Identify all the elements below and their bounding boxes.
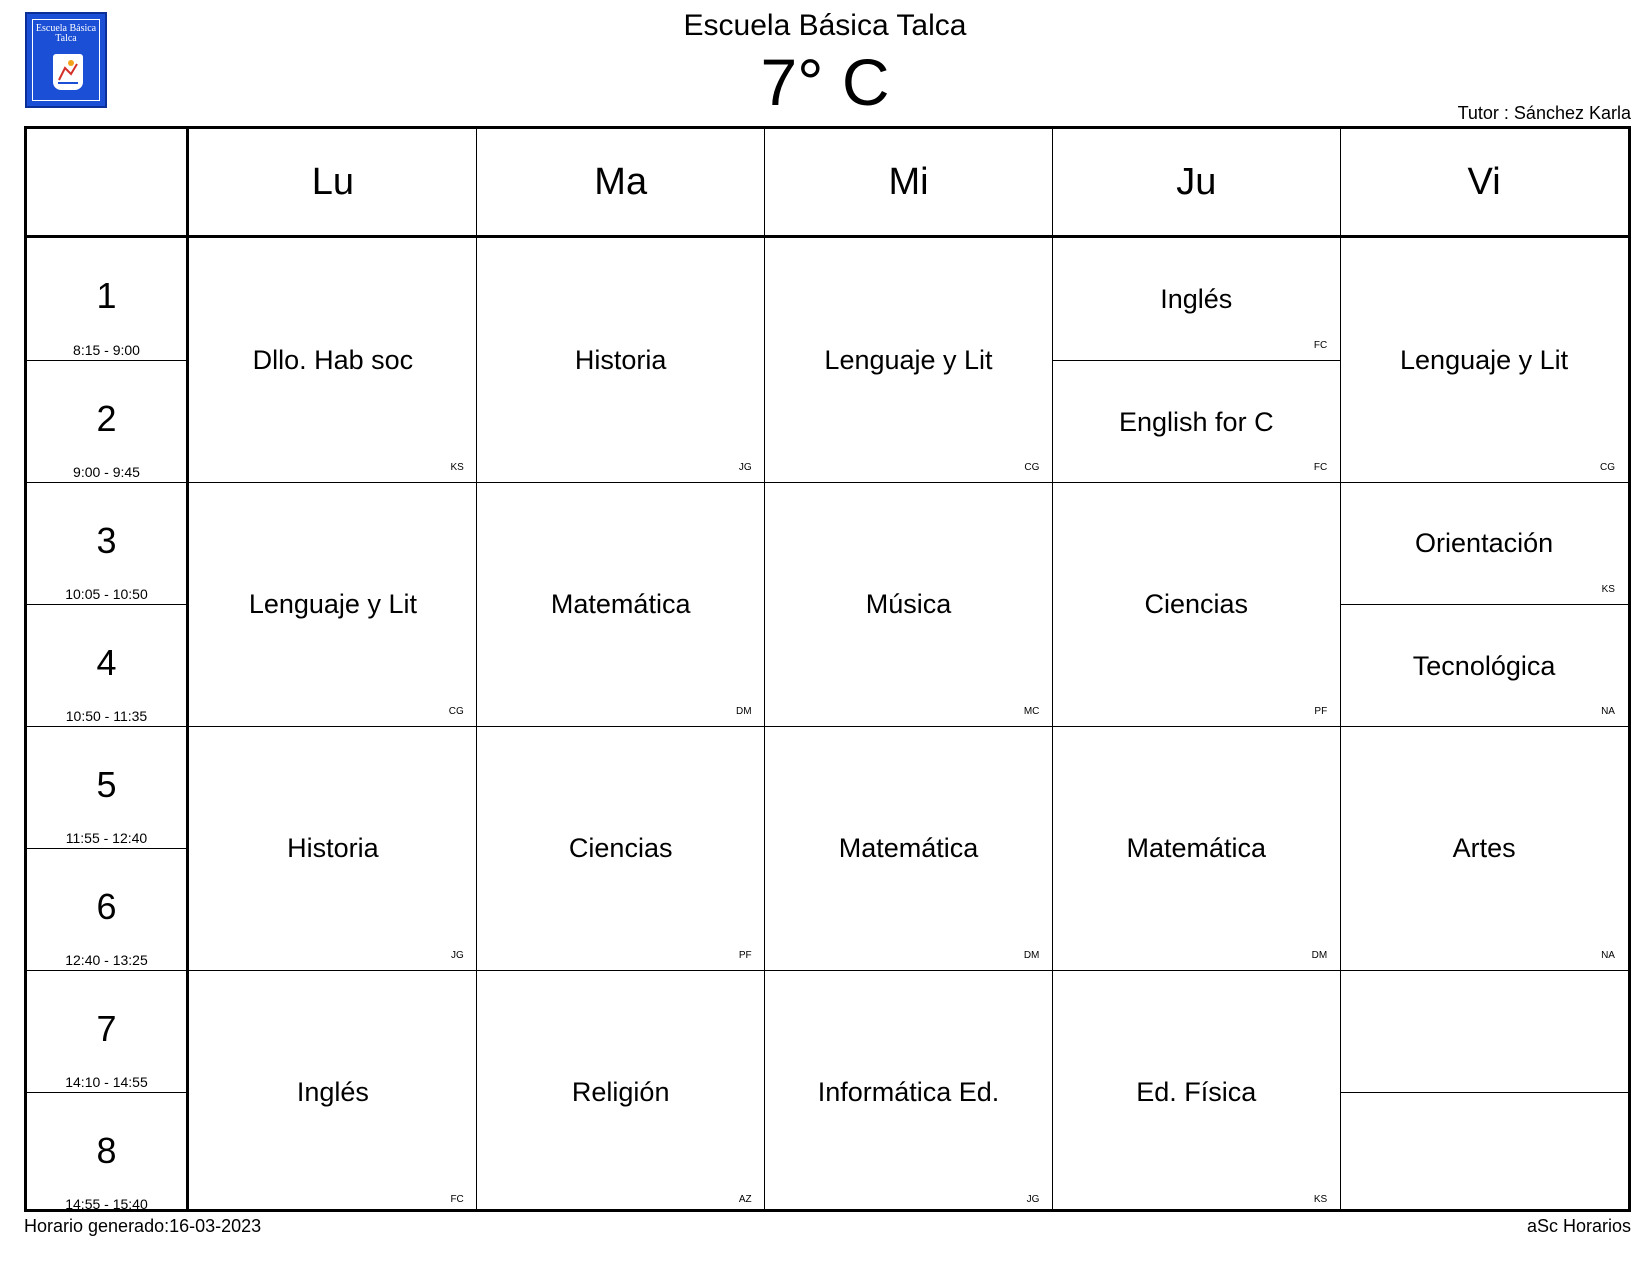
- period-time: 14:10 - 14:55: [65, 1074, 148, 1090]
- lesson-cell[interactable]: [1052, 238, 1340, 360]
- lesson-cell[interactable]: [1340, 1092, 1628, 1214]
- lesson-subject: Matemática: [1126, 833, 1267, 863]
- lesson-teacher: CG: [1024, 462, 1040, 473]
- lesson-subject: Lenguaje y Lit: [248, 589, 417, 619]
- lesson-subject: English for C: [1119, 406, 1274, 437]
- period-number: 6: [96, 886, 117, 927]
- period-label: [27, 360, 186, 482]
- lesson-subject: Ciencias: [1144, 589, 1249, 619]
- period-time: 9:00 - 9:45: [73, 464, 140, 480]
- lesson-subject: Ed. Física: [1136, 1077, 1257, 1107]
- lesson-cell[interactable]: [1052, 360, 1340, 482]
- lesson-teacher: JG: [738, 462, 752, 473]
- period-time: 10:05 - 10:50: [65, 586, 148, 602]
- lesson-teacher: FC: [1313, 462, 1328, 473]
- lesson-cell[interactable]: [189, 238, 477, 482]
- period-number: 2: [96, 398, 117, 439]
- lesson-cell[interactable]: [477, 238, 765, 482]
- lesson-subject: Lenguaje y Lit: [1400, 345, 1569, 375]
- lesson-cell[interactable]: [765, 238, 1053, 482]
- lesson-subject: Inglés: [1160, 284, 1233, 314]
- lesson-cell[interactable]: [1340, 604, 1628, 726]
- lesson-teacher: DM: [1311, 950, 1328, 961]
- period-time: 14:55 - 15:40: [65, 1196, 148, 1212]
- lesson-cell[interactable]: [477, 970, 765, 1214]
- lesson-teacher: FC: [1313, 340, 1328, 351]
- lesson-subject: Música: [865, 589, 952, 619]
- lesson-subject: Historia: [287, 833, 379, 863]
- period-label: [27, 238, 186, 360]
- lesson-teacher: MC: [1023, 706, 1040, 717]
- lesson-teacher: JG: [1026, 1194, 1040, 1205]
- period-label: [27, 848, 186, 970]
- lesson-cell[interactable]: [1340, 726, 1628, 970]
- lesson-subject: Dllo. Hab soc: [252, 345, 414, 375]
- lesson-cell[interactable]: [765, 482, 1053, 726]
- lesson-cell[interactable]: [189, 482, 477, 726]
- period-label: [27, 970, 186, 1092]
- lesson-subject: Lenguaje y Lit: [824, 345, 993, 375]
- lesson-subject: Inglés: [296, 1077, 369, 1107]
- period-number: 7: [96, 1008, 117, 1049]
- period-time: 10:50 - 11:35: [65, 708, 148, 724]
- lesson-teacher: KS: [1313, 1194, 1328, 1205]
- lesson-subject: Artes: [1452, 833, 1516, 863]
- lesson-teacher: JG: [451, 950, 464, 961]
- period-number: 4: [96, 642, 117, 683]
- lesson-subject: Religión: [571, 1077, 670, 1107]
- lesson-subject: Ciencias: [568, 833, 673, 863]
- period-time: 8:15 - 9:00: [73, 342, 140, 358]
- period-label: [27, 1092, 186, 1214]
- logo-lettering: Escuela Básica Talca: [35, 23, 97, 44]
- lesson-cell[interactable]: [1052, 726, 1340, 970]
- day-header: Ma: [594, 160, 648, 203]
- tutor-label: Tutor : Sánchez Karla: [1457, 103, 1631, 123]
- lesson-cell[interactable]: [189, 726, 477, 970]
- lesson-teacher: CG: [448, 706, 464, 717]
- lesson-teacher: CG: [1599, 462, 1615, 473]
- lesson-teacher: PF: [738, 950, 752, 961]
- day-header: Vi: [1467, 160, 1501, 203]
- generated-date: Horario generado:16-03-2023: [24, 1216, 262, 1236]
- period-time: 12:40 - 13:25: [65, 952, 148, 968]
- period-number: 5: [96, 764, 117, 805]
- lesson-cell[interactable]: [477, 482, 765, 726]
- day-header: Ju: [1176, 160, 1217, 203]
- lesson-subject: Matemática: [838, 833, 979, 863]
- lesson-teacher: KS: [1601, 584, 1615, 595]
- lesson-cell[interactable]: [189, 970, 477, 1214]
- period-label: [27, 482, 186, 604]
- lesson-subject: Historia: [574, 345, 667, 375]
- lesson-teacher: PF: [1314, 706, 1328, 717]
- period-number: 8: [96, 1130, 117, 1171]
- lesson-cell[interactable]: [1340, 970, 1628, 1092]
- day-header: Lu: [311, 160, 355, 203]
- period-time: 11:55 - 12:40: [65, 830, 148, 846]
- period-number: 3: [96, 520, 117, 561]
- lesson-cell[interactable]: [1340, 238, 1628, 482]
- lesson-teacher: AZ: [738, 1194, 752, 1205]
- period-label: [27, 726, 186, 848]
- lesson-subject: Tecnológica: [1412, 650, 1556, 681]
- lesson-cell[interactable]: [477, 726, 765, 970]
- lesson-teacher: FC: [450, 1194, 464, 1205]
- lesson-teacher: DM: [736, 706, 752, 717]
- period-number: 1: [96, 275, 117, 316]
- lesson-cell[interactable]: [765, 970, 1053, 1214]
- lesson-subject: Informática Ed.: [817, 1077, 1000, 1107]
- lesson-teacher: DM: [1023, 950, 1040, 961]
- school-name: Escuela Básica Talca: [683, 9, 967, 42]
- lesson-teacher: NA: [1601, 706, 1615, 717]
- day-header: Mi: [888, 160, 929, 203]
- lesson-cell[interactable]: [1052, 482, 1340, 726]
- class-title: 7° C: [760, 45, 890, 119]
- lesson-cell[interactable]: [1340, 482, 1628, 604]
- lesson-cell[interactable]: [1052, 970, 1340, 1214]
- lesson-teacher: NA: [1601, 950, 1615, 961]
- period-label: [27, 604, 186, 726]
- lesson-cell[interactable]: [765, 726, 1053, 970]
- lesson-subject: Orientación: [1415, 528, 1554, 558]
- lesson-subject: Matemática: [550, 589, 691, 619]
- software-brand: aSc Horarios: [1526, 1216, 1631, 1236]
- lesson-teacher: KS: [450, 462, 464, 473]
- timetable-grid: [24, 126, 1631, 1212]
